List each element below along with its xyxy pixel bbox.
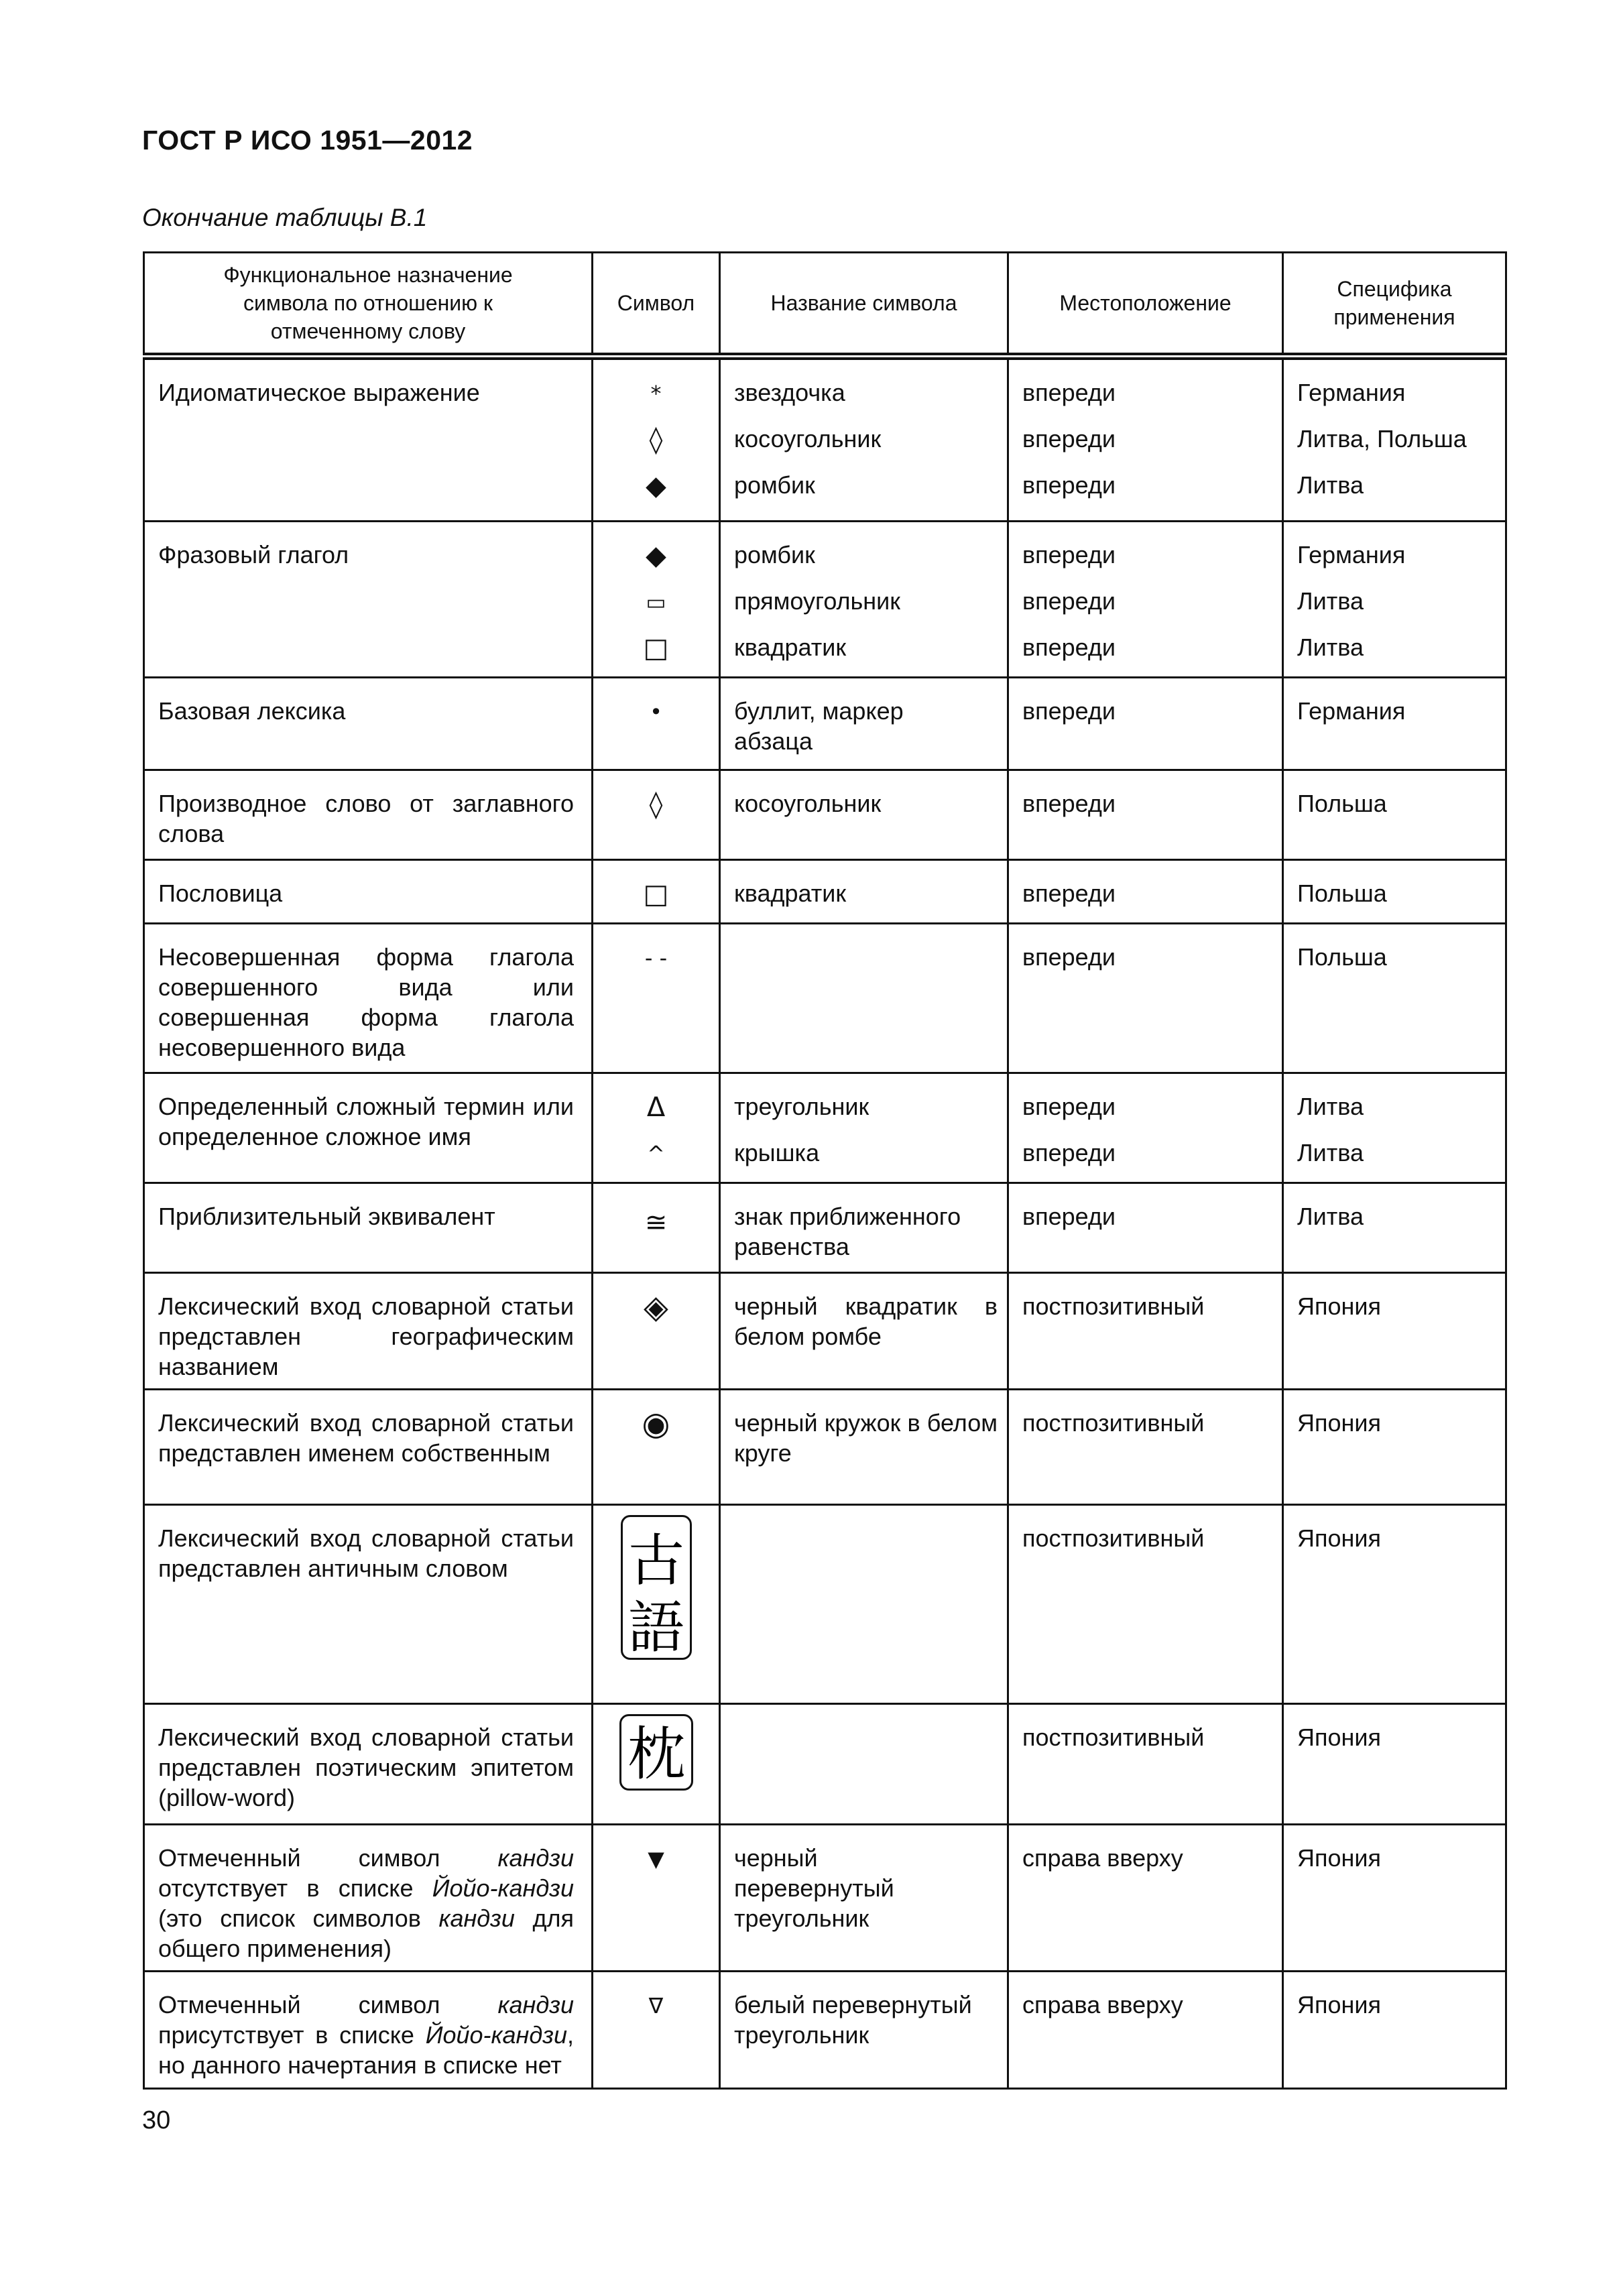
cell-symbol xyxy=(593,1073,720,1183)
cell-position: впереди xyxy=(1008,1183,1283,1273)
cell-position: впереди xyxy=(1008,678,1283,770)
table-row xyxy=(144,860,1506,924)
cell-symbol xyxy=(593,1825,720,1972)
cell-usage: Япония xyxy=(1283,1825,1506,1972)
square-in-diamond-icon: ◈ xyxy=(644,1288,668,1326)
cell-usage: Литва Литва xyxy=(1283,1073,1506,1183)
cell-position: впереди xyxy=(1008,860,1283,924)
cell-position: постпозитивный xyxy=(1008,1505,1283,1704)
cell-symbol xyxy=(593,770,720,860)
white-square-icon: □ xyxy=(643,633,669,664)
white-lozenge-icon: ◊ xyxy=(649,789,663,820)
cell-symbol xyxy=(593,924,720,1073)
table-row xyxy=(144,770,1506,860)
cell-name xyxy=(720,924,1008,1073)
cell-name xyxy=(720,1704,1008,1825)
cell-position: впереди xyxy=(1008,770,1283,860)
col-header-position: Местоположение xyxy=(1008,253,1283,357)
col-header-symbol: Символ xyxy=(593,253,720,357)
cell-usage: Германия Литва, Польша Литва xyxy=(1283,357,1506,522)
table-row xyxy=(144,678,1506,770)
table-row xyxy=(144,1390,1506,1505)
cell-symbol xyxy=(593,678,720,770)
cell-name: белый перевернутый треугольник xyxy=(720,1972,1008,2089)
cell-name: косоугольник xyxy=(720,770,1008,860)
kanji-symbol-text: 枕 xyxy=(627,1721,685,1787)
makura-kanji-icon xyxy=(619,1714,693,1791)
cell-position: справа вверху xyxy=(1008,1972,1283,2089)
cell-function: Отмеченный символ кандзи присутствует в списке Йойо-кандзи, но данного начертания в списке нет xyxy=(144,1972,593,2089)
cell-position: справа вверху xyxy=(1008,1825,1283,1972)
caret-icon: ^ xyxy=(647,1141,665,1166)
cell-function: Базовая лексика xyxy=(144,678,593,770)
cell-position: впереди впереди впереди xyxy=(1008,357,1283,522)
cell-symbol xyxy=(593,860,720,924)
cell-function: Отмеченный символ кандзи отсутствует в списке Йойо-кандзи (это список символов кандзи для общего применения) xyxy=(144,1825,593,1972)
cell-name: черный квадратик в белом ромбе xyxy=(720,1273,1008,1390)
kanji-char: 古 xyxy=(627,1528,684,1593)
kanji-symbol-text xyxy=(627,1528,684,1656)
cell-function: Лексический вход словарной статьи представлен географическим названием xyxy=(144,1273,593,1390)
black-diamond-icon: ◆ xyxy=(646,540,666,571)
white-lozenge-icon: ◊ xyxy=(649,424,663,455)
table-row xyxy=(144,1073,1506,1183)
cell-function: Определенный сложный термин или определенное сложное имя xyxy=(144,1073,593,1183)
page-number: 30 xyxy=(142,2106,171,2134)
cell-usage: Литва xyxy=(1283,1183,1506,1273)
cell-usage: Япония xyxy=(1283,1505,1506,1704)
cell-function: Фразовый глагол xyxy=(144,522,593,678)
white-down-triangle-icon: ∇ xyxy=(648,1993,664,2018)
cell-name: квадратик xyxy=(720,860,1008,924)
document-code: ГОСТ Р ИСО 1951—2012 xyxy=(142,125,473,156)
cell-usage: Германия Литва Литва xyxy=(1283,522,1506,678)
cell-usage: Польша xyxy=(1283,770,1506,860)
table-row xyxy=(144,1825,1506,1972)
cell-position: постпозитивный xyxy=(1008,1390,1283,1505)
cell-symbol xyxy=(593,357,720,522)
black-down-triangle-icon: ▼ xyxy=(648,1846,664,1872)
cell-name: черный перевернутый треугольник xyxy=(720,1825,1008,1972)
cell-symbol xyxy=(593,1972,720,2089)
col-header-name: Название символа xyxy=(720,253,1008,357)
cell-position: постпозитивный xyxy=(1008,1704,1283,1825)
cell-name: черный кружок в белом круге xyxy=(720,1390,1008,1505)
cell-usage: Польша xyxy=(1283,924,1506,1073)
table-row xyxy=(144,1704,1506,1825)
rectangle-icon: ▭ xyxy=(646,589,666,615)
cell-name: знак приближенного равенства xyxy=(720,1183,1008,1273)
cell-name xyxy=(720,1505,1008,1704)
black-diamond-icon: ◆ xyxy=(646,471,666,501)
cell-symbol xyxy=(593,1505,720,1704)
cell-function: Лексический вход словарной статьи представлен поэтическим эпитетом (pillow-word) xyxy=(144,1704,593,1825)
cell-function: Идиоматическое выражение xyxy=(144,357,593,522)
table-row xyxy=(144,1273,1506,1390)
table-row xyxy=(144,1505,1506,1704)
cell-symbol xyxy=(593,1390,720,1505)
fisheye-icon: ◉ xyxy=(642,1405,670,1443)
symbols-table xyxy=(143,251,1507,2090)
cell-function: Лексический вход словарной статьи представлен именем собственным xyxy=(144,1390,593,1505)
triangle-icon: Δ xyxy=(646,1092,666,1123)
cell-usage: Япония xyxy=(1283,1704,1506,1825)
kogo-kanji-glyph xyxy=(625,1518,687,1656)
cell-symbol xyxy=(593,1183,720,1273)
table-row xyxy=(144,522,1506,678)
table-row xyxy=(144,1972,1506,2089)
col-header-function: Функциональное назначение символа по отношению к отмеченному слову xyxy=(144,253,593,357)
cell-symbol xyxy=(593,1704,720,1825)
table-header-row xyxy=(144,253,1506,357)
table-row xyxy=(144,1183,1506,1273)
col-header-usage: Специфика применения xyxy=(1283,253,1506,357)
table-caption: Окончание таблицы В.1 xyxy=(142,204,428,231)
cell-usage: Япония xyxy=(1283,1390,1506,1505)
cell-function: Лексический вход словарной статьи представлен античным словом xyxy=(144,1505,593,1704)
cell-usage: Япония xyxy=(1283,1972,1506,2089)
cell-symbol xyxy=(593,1273,720,1390)
white-square-icon: □ xyxy=(643,879,669,910)
bullet-icon: • xyxy=(650,699,662,725)
table-row xyxy=(144,924,1506,1073)
cell-name: ромбик прямоугольник квадратик xyxy=(720,522,1008,678)
cell-usage: Япония xyxy=(1283,1273,1506,1390)
cell-position: впереди впереди впереди xyxy=(1008,522,1283,678)
cell-usage: Германия xyxy=(1283,678,1506,770)
cell-name: звездочка косоугольник ромбик xyxy=(720,357,1008,522)
cell-function: Пословица xyxy=(144,860,593,924)
kanji-char: 語 xyxy=(627,1595,684,1656)
table-row xyxy=(144,357,1506,522)
cell-name: треугольник крышка xyxy=(720,1073,1008,1183)
cell-function: Приблизительный эквивалент xyxy=(144,1183,593,1273)
double-dash-icon: - - xyxy=(644,945,668,971)
cell-position: впереди впереди xyxy=(1008,1073,1283,1183)
cell-position: постпозитивный xyxy=(1008,1273,1283,1390)
cell-function: Несовершенная форма глагола совершенного вида или совершенная форма глагола несовершенного вида xyxy=(144,924,593,1073)
cell-usage: Польша xyxy=(1283,860,1506,924)
cell-function: Производное слово от заглавного слова xyxy=(144,770,593,860)
cell-name: буллит, маркер абзаца xyxy=(720,678,1008,770)
cell-position: впереди xyxy=(1008,924,1283,1073)
cell-symbol xyxy=(593,522,720,678)
asterisk-icon: * xyxy=(650,381,662,406)
makura-kanji-glyph xyxy=(624,1717,688,1787)
approx-equal-icon: ≅ xyxy=(644,1207,668,1238)
kogo-kanji-icon xyxy=(621,1515,692,1660)
